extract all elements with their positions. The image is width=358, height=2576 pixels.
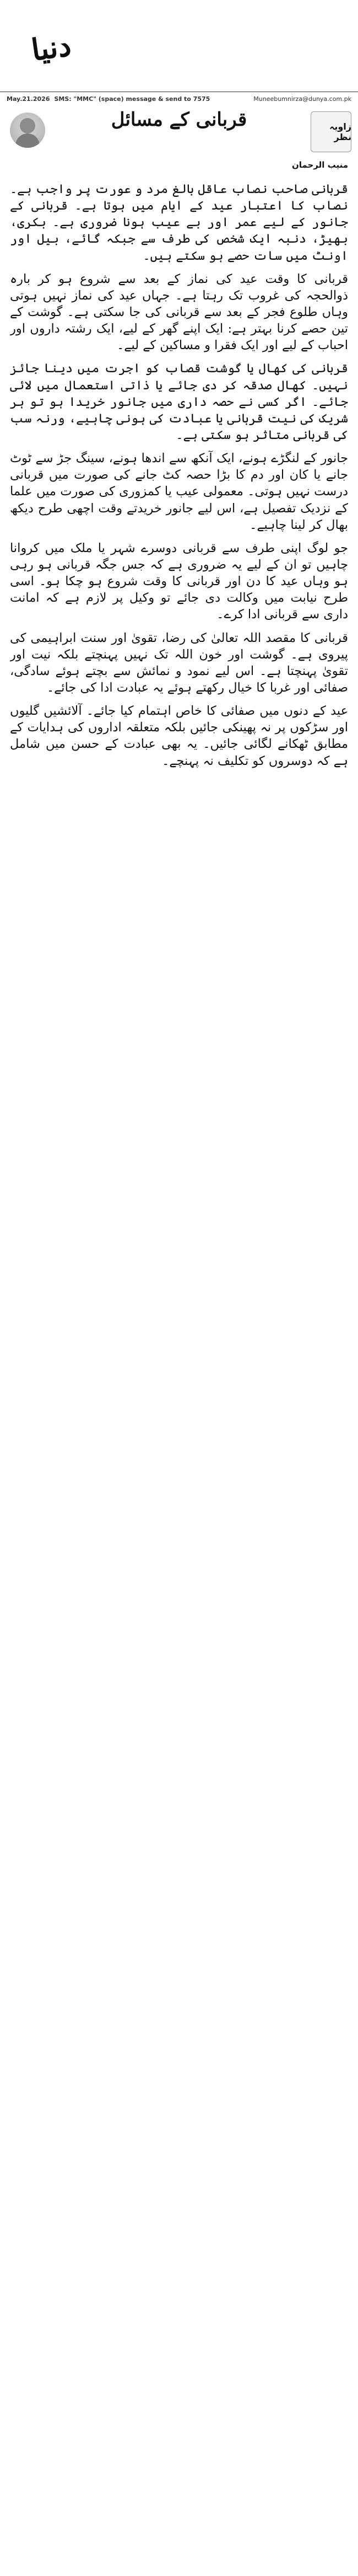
page-title: قربانی کے مسائل (111, 109, 247, 131)
meta-left (7, 95, 210, 103)
article-paragraph: قربانی کی کھال یا گوشت قصاب کو اجرت میں دینا جائز نہیں۔ کھال صدقہ کر دی جائے یا ذاتی استعمال میں لائی جائے۔ اگر کسی نے حصہ داری میں جانور خریدا ہو تو ہر شریک کی نیت قربانی یا عبادت کی ہونی چاہیے، ورنہ سب کی قربانی متاثر ہو سکتی ہے۔ (10, 361, 348, 442)
meta-row (7, 94, 351, 104)
article-paragraph: جانور کے لنگڑے ہونے، ایک آنکھ سے اندھا ہونے، سینگ جڑ سے ٹوٹ جانے یا کان اور دم کا بڑا حصہ کٹ جانے کی صورت میں قربانی درست نہیں ہوتی۔ معمولی عیب یا کمزوری کی صورت میں علما کے نزدیک تفصیل ہے، اس لیے جانور خریدتے وقت اچھی طرح دیکھ بھال کر لینا چاہیے۔ (10, 451, 348, 532)
masthead-text: دنیا (29, 27, 74, 68)
sms-line: SMS: "MMC" (space) message & send to 7575 (54, 95, 210, 103)
title-area (7, 108, 351, 156)
article-paragraph: قربانی صاحب نصاب عاقل بالغ مرد و عورت پر واجب ہے۔ نصاب کا اعتبار عید کے ایام میں ہوتا ہے۔ قربانی کے جانور کے لیے عمر اور بے عیب ہونا ضروری ہے۔ بکری، بھیڑ، دنبہ ایک شخص کی طرف سے جبکہ گائے، بیل اور اونٹ میں سات حصے ہو سکتے ہیں۔ (10, 182, 348, 263)
masthead (10, 14, 93, 81)
article-paragraph: قربانی کا مقصد اللہ تعالیٰ کی رضا، تقویٰ اور سنت ابراہیمی کی پیروی ہے۔ گوشت اور خون اللہ تک نہیں پہنچتے بلکہ نیت اور تقویٰ پہنچتا ہے۔ اس لیے نمود و نمائش سے بچتے ہوئے سادگی، صفائی اور غربا کا خیال رکھتے ہوئے یہ عبادت ادا کی جائے۔ (10, 630, 348, 695)
column-badge (311, 111, 351, 152)
publication-date: May.21.2026 (7, 95, 50, 103)
article-body (10, 181, 348, 2566)
author-name: منیب الرحمان (291, 160, 348, 170)
article-paragraph: قربانی کا وقت عید کی نماز کے بعد سے شروع ہو کر بارہ ذوالحجہ کی غروب تک رہتا ہے۔ جہاں عید کی نماز نہیں ہوتی وہاں طلوع فجر کے بعد سے قربانی کی جا سکتی ہے۔ گوشت کے تین حصے کرنا بہتر ہے: ایک اپنے گھر کے لیے، ایک رشتہ داروں اور احباب کے لیے اور ایک فقرا و مساکین کے لیے۔ (10, 271, 348, 353)
column-name: زاویہ نظر (329, 121, 351, 142)
email-address: Muneebumnirza@dunya.com.pk (253, 95, 351, 103)
author-photo (10, 113, 45, 148)
meta-right (253, 95, 351, 103)
article-paragraph: عید کے دنوں میں صفائی کا خاص اہتمام کیا جائے۔ آلائشیں گلیوں اور سڑکوں پر نہ پھینکی جائیں بلکہ متعلقہ اداروں کی ہدایات کے مطابق ٹھکانے لگائی جائیں۔ یہ بھی عبادت کے حسن میں شامل ہے کہ دوسروں کو تکلیف نہ پہنچے۔ (10, 704, 348, 768)
article-paragraph: جو لوگ اپنی طرف سے قربانی دوسرے شہر یا ملک میں کروانا چاہیں تو ان کے لیے یہ ضروری ہے کہ جس جگہ قربانی ہو رہی ہو وہاں عید کا دن اور قربانی کا وقت شروع ہو چکا ہو۔ اسی طرح نیابت میں وکالت دی جائے تو وکیل پر لازم ہے کہ امانت داری سے قربانی ادا کرے۔ (10, 540, 348, 622)
